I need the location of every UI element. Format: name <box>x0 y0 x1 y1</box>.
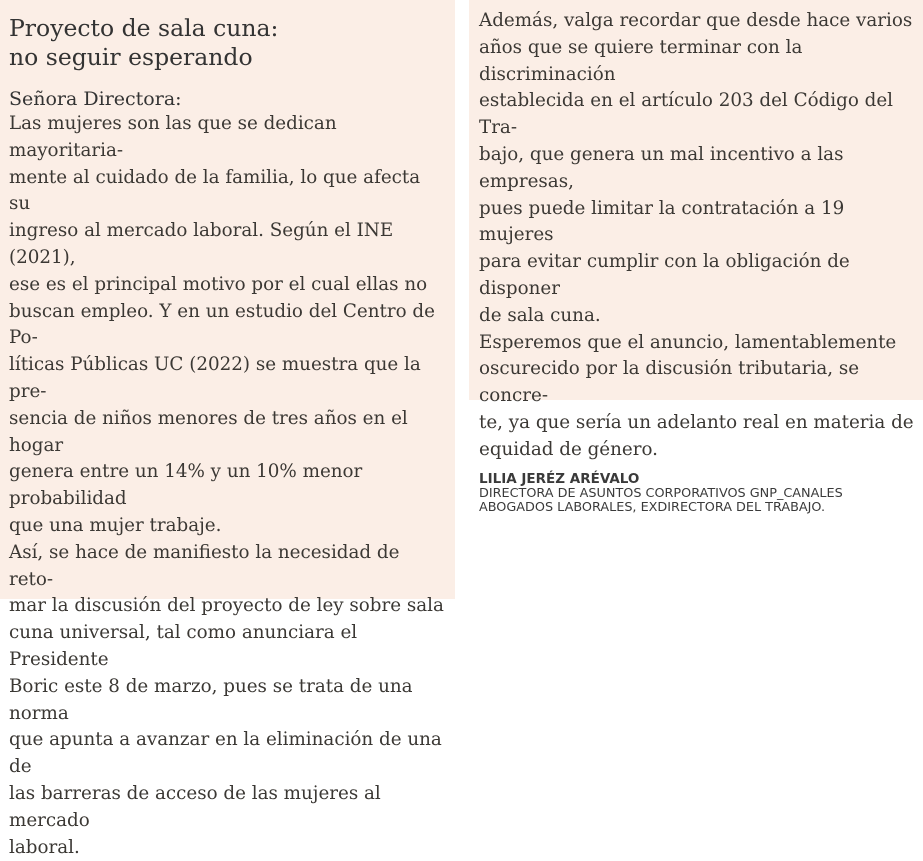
letter-greeting: Señora Directora: <box>9 88 182 110</box>
letter-left-column <box>0 0 455 858</box>
letter-right-column <box>469 0 923 515</box>
title-line-2: no seguir esperando <box>9 43 253 71</box>
letter-paragraph-2: Así, se hace de manifiesto la necesidad de reto- mar la discusión del proyecto de ley sobre sala cuna universal, tal como anunciara el Presidente Boric este 8 de marzo, pues se trata de una norma que apunta a avanzar en la eliminación de una de las barreras de acceso de las mujeres al mercado laboral. <box>9 541 444 858</box>
letter-paragraph-1: Las mujeres son las que se dedican mayoritaria- mente al cuidado de la familia, lo que afecta su ingreso al mercado laboral. Según el INE (2021), ese es el principal motivo por el cual ellas no buscan empleo. Y en un estudio del Centro de Po- líticas Públicas UC (2022) se muestra que la pre- sencia de niños menores de tres años en el hogar genera entre un 14% y un 10% menor probabilidad que una mujer trabaje. <box>9 113 435 536</box>
title-line-1: Proyecto de sala cuna: <box>9 14 279 42</box>
letter-title <box>9 14 447 72</box>
letter-paragraph-4: Esperemos que el anuncio, lamentablemente oscurecido por la discusión tributaria, se concre- te, ya que sería un adelanto real en materia de equidad de género. <box>479 331 914 460</box>
author-affiliation: DIRECTORA DE ASUNTOS CORPORATIVOS GNP_CANALES ABOGADOS LABORALES, EXDIRECTORA DEL TRABAJO. <box>479 485 843 515</box>
letter-paragraph-3: Además, valga recordar que desde hace varios años que se quiere terminar con la discriminación establecida en el artículo 203 del Código del Tra- bajo, que genera un mal incentivo a las empresas, pues puede limitar la contratación a 19 mujeres para evitar cumplir con la obligación de disponer de sala cuna. <box>479 10 913 326</box>
author-name: LILIA JERÉZ ARÉVALO <box>479 470 640 487</box>
